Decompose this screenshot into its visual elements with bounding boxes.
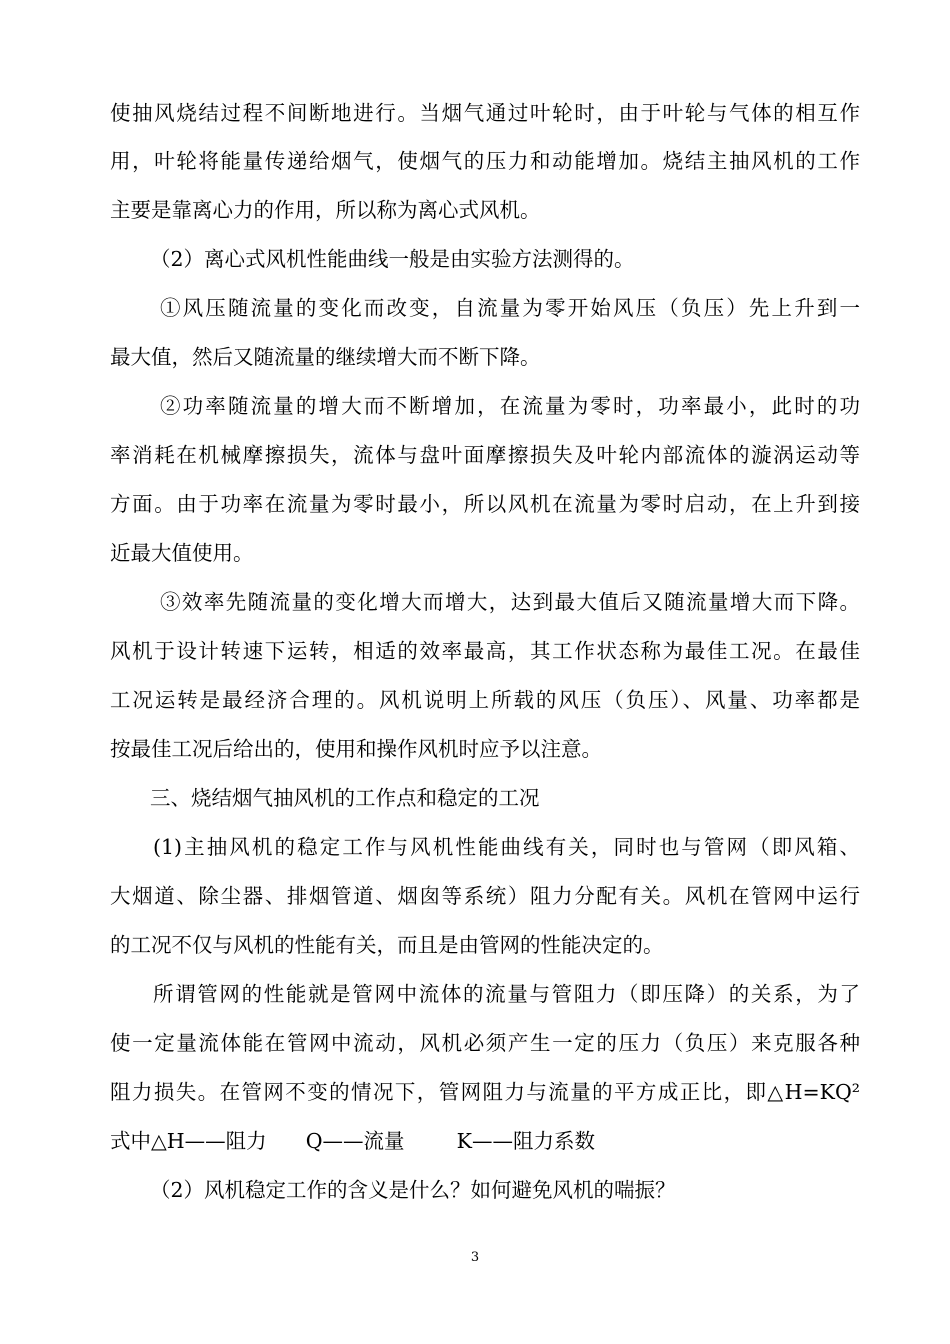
text-line: 按最佳工况后给出的，使用和操作风机时应予以注意。 (110, 737, 602, 761)
text-line: ③效率先随流量的变化增大而增大，达到最大值后又随流量增大而下降。 (160, 590, 860, 614)
text-line: (1)主抽风机的稳定工作与风机性能曲线有关，同时也与管网（即风箱、 (153, 835, 860, 859)
text-line: 使一定量流体能在管网中流动，风机必须产生一定的压力（负压）来克服各种 (110, 1031, 860, 1055)
text-line: 方面。由于功率在流量为零时最小，所以风机在流量为零时启动，在上升到接 (110, 492, 860, 516)
text-line: 主要是靠离心力的作用，所以称为离心式风机。 (110, 198, 541, 222)
text-line: 近最大值使用。 (110, 541, 254, 565)
text-line: 率消耗在机械摩擦损失，流体与盘叶面摩擦损失及叶轮内部流体的漩涡运动等 (110, 443, 860, 467)
text-line: ②功率随流量的增大而不断增加，在流量为零时，功率最小，此时的功 (160, 394, 860, 418)
text-line: 工况运转是最经济合理的。风机说明上所载的风压（负压）、风量、功率都是 (110, 688, 860, 712)
text-line: （2）离心式风机性能曲线一般是由实验方法测得的。 (150, 247, 635, 271)
text-line: 最大值，然后又随流量的继续增大而不断下降。 (110, 345, 541, 369)
text-line: 阻力损失。在管网不变的情况下，管网阻力与流量的平方成正比，即△H=KQ² (110, 1080, 860, 1104)
text-line: ①风压随流量的变化而改变，自流量为零开始风压（负压）先上升到一 (160, 296, 860, 320)
text-line: 所谓管网的性能就是管网中流体的流量与管阻力（即压降）的关系，为了 (153, 982, 860, 1006)
text-line: 使抽风烧结过程不间断地进行。当烟气通过叶轮时，由于叶轮与气体的相互作 (110, 101, 860, 125)
text-line: （2）风机稳定工作的含义是什么？如何避免风机的喘振？ (150, 1178, 676, 1202)
text-line: 风机于设计转速下运转，相适的效率最高，其工作状态称为最佳工况。在最佳 (110, 639, 860, 663)
section-heading: 三、烧结烟气抽风机的工作点和稳定的工况 (150, 786, 540, 810)
formula-legend-line: 式中△H——阻力 Q——流量 K——阻力系数 (110, 1129, 595, 1153)
text-line: 用，叶轮将能量传递给烟气，使烟气的压力和动能增加。烧结主抽风机的工作 (110, 149, 860, 173)
text-line: 的工况不仅与风机的性能有关，而且是由管网的性能决定的。 (110, 933, 664, 957)
page-number: 3 (470, 1250, 480, 1265)
text-line: 大烟道、除尘器、排烟管道、烟囱等系统）阻力分配有关。风机在管网中运行 (110, 884, 860, 908)
